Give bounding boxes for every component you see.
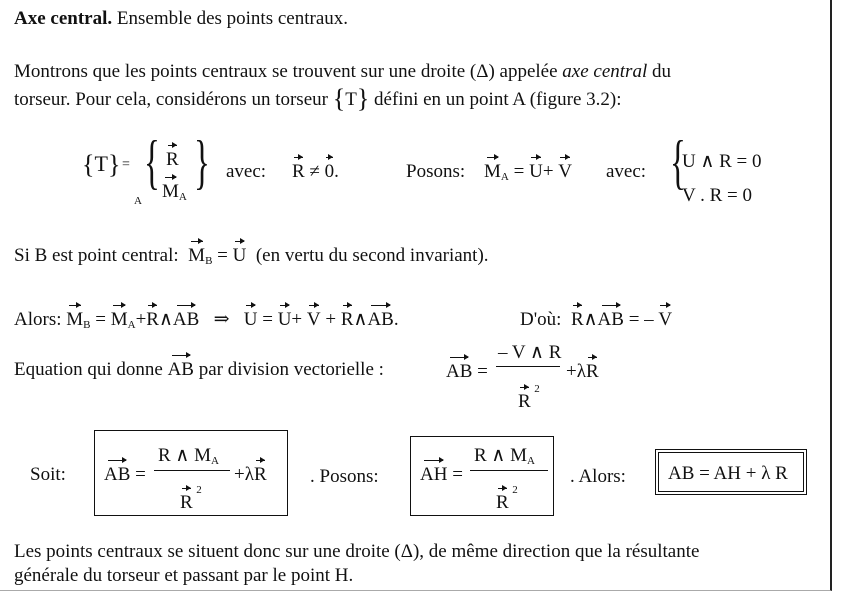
eq1-posons: Posons: bbox=[406, 161, 466, 182]
posons-eq: = bbox=[452, 464, 463, 485]
eq1-eq: = bbox=[122, 157, 130, 172]
division-text bbox=[14, 360, 384, 379]
division-R: R bbox=[585, 361, 599, 382]
dou-label: D'où: bbox=[520, 309, 562, 330]
alors-R2: R bbox=[340, 309, 354, 330]
posons-num-sub: A bbox=[526, 455, 535, 467]
eq1-R: R bbox=[166, 149, 179, 170]
alors-U1: U bbox=[243, 309, 258, 330]
eq1-M: M bbox=[162, 181, 179, 202]
central-text-a: Si B est point central: bbox=[14, 245, 179, 266]
intro-text-a: Montrons que les points centraux se trouvent sur une droite (Δ) appelée bbox=[14, 61, 558, 82]
eq1-MA-sub: A bbox=[500, 171, 509, 183]
soit-fraction-bar bbox=[154, 470, 230, 471]
intro-line-2: torseur. Pour cela, considérons un torseur {T} défini en un point A (figure 3.2): bbox=[14, 84, 622, 113]
eq1-M-sub: A bbox=[178, 191, 187, 203]
conclusion-line-2: générale du torseur et passant par le point H. bbox=[14, 565, 354, 586]
dou-line: D'où: R∧AB = – V bbox=[520, 309, 673, 330]
posons-square: 2 bbox=[512, 484, 518, 496]
soit-lambda: λ bbox=[244, 464, 254, 485]
alors-AB2: AB bbox=[367, 309, 394, 330]
dou-minus: – bbox=[644, 309, 654, 330]
intro-text-d: défini en un point A (figure 3.2): bbox=[374, 89, 622, 110]
eq1-T: T bbox=[94, 151, 108, 176]
alors-dot: . bbox=[393, 309, 399, 330]
alors-AB: AB bbox=[172, 309, 200, 330]
eq1-avec: avec: bbox=[226, 161, 267, 182]
alors-wedge: ∧ bbox=[158, 309, 173, 330]
dou-wedge: ∧ bbox=[583, 309, 598, 330]
soit-square: 2 bbox=[196, 484, 202, 496]
alors-implies: ⇒ bbox=[213, 309, 230, 330]
soit-num-sub: A bbox=[210, 455, 219, 467]
central-point-line bbox=[14, 246, 489, 267]
soit-numerator: R ∧ M bbox=[158, 445, 211, 466]
soit-plus: + bbox=[234, 464, 245, 485]
central-M-sub: B bbox=[205, 255, 213, 267]
posons-denominator: R bbox=[496, 492, 509, 513]
dou-V: V bbox=[658, 309, 673, 330]
soit-R: R bbox=[253, 464, 267, 485]
division-AB: AB bbox=[167, 359, 194, 380]
central-M: M bbox=[188, 245, 206, 266]
eq1-dot: . bbox=[334, 161, 339, 182]
conclusion-line-1: Les points centraux se situent donc sur une droite (Δ), de même direction que la résultante bbox=[14, 541, 700, 562]
soit-denominator: R bbox=[180, 492, 193, 513]
alors-MA: M bbox=[110, 309, 128, 330]
alors-V1: V bbox=[306, 309, 321, 330]
posons-AH: AH bbox=[420, 464, 448, 485]
eq1-MA: M bbox=[484, 161, 501, 182]
intro-text-c: torseur. Pour cela, considérons un torseur bbox=[14, 89, 328, 110]
central-text-b: (en vertu du second invariant). bbox=[255, 245, 489, 266]
alors-MB-sub: B bbox=[83, 319, 91, 331]
eq1-system-2: V . R = 0 bbox=[682, 185, 753, 206]
alors-MA-sub: A bbox=[127, 319, 136, 331]
intro-text-b: du bbox=[651, 61, 671, 82]
alors-U2: U bbox=[277, 309, 292, 330]
alors-MB: M bbox=[66, 309, 84, 330]
heading-bold: Axe central. bbox=[14, 8, 113, 29]
alors-plus: + bbox=[135, 309, 147, 330]
division-numerator: – V ∧ R bbox=[498, 342, 562, 363]
central-U: U bbox=[232, 245, 247, 266]
alors-eq: = bbox=[95, 309, 106, 330]
division-plus: + bbox=[566, 361, 577, 382]
eq1-V: V bbox=[558, 161, 573, 182]
alors-line: Alors: $M_B$ = $M_A+R\wedge AB$ ⇒ U = U+ V + R∧AB. bbox=[14, 309, 399, 331]
alors-R: R bbox=[146, 309, 159, 330]
torseur-T: T bbox=[345, 89, 357, 110]
section-heading bbox=[14, 9, 348, 28]
division-lambda: λ bbox=[576, 361, 586, 382]
division-denominator: R bbox=[518, 391, 531, 412]
soit-label: Soit: bbox=[30, 464, 66, 485]
alors-wedge2: ∧ bbox=[353, 309, 368, 330]
dou-R: R bbox=[570, 309, 584, 330]
eq1-U: U bbox=[529, 161, 543, 182]
eq1-cond-R: R bbox=[292, 161, 305, 182]
eq1-plus: + bbox=[542, 161, 554, 182]
division-text-b: par division vectorielle : bbox=[198, 359, 384, 380]
alors-label: Alors: bbox=[14, 309, 62, 330]
soit-eq: = bbox=[135, 464, 146, 485]
eq1-eq-sign: = bbox=[513, 161, 525, 182]
eq1-avec2: avec: bbox=[606, 161, 647, 182]
eq1-zero: 0 bbox=[324, 161, 335, 182]
dou-AB: AB bbox=[597, 309, 624, 330]
eq1-neq: ≠ bbox=[309, 161, 320, 182]
eq1-subA: A bbox=[134, 195, 142, 207]
posons-numerator: R ∧ M bbox=[474, 445, 527, 466]
eq1-system-1: U ∧ R = 0 bbox=[682, 151, 762, 172]
division-fraction-bar bbox=[496, 366, 560, 367]
heading-rest: Ensemble des points centraux. bbox=[116, 8, 348, 29]
soit-AB: AB bbox=[104, 464, 131, 485]
intro-line-1 bbox=[14, 62, 671, 81]
posons-fraction-bar bbox=[470, 470, 548, 471]
soit-alors: . Alors: bbox=[570, 466, 626, 487]
final-equation: AB = AH + λ R bbox=[668, 463, 788, 484]
division-eq: = bbox=[477, 361, 488, 382]
soit-posons: . Posons: bbox=[310, 466, 379, 487]
intro-italic: axe central bbox=[562, 61, 648, 82]
division-square: 2 bbox=[534, 383, 540, 395]
central-eq: = bbox=[217, 245, 228, 266]
division-text-a: Equation qui donne bbox=[14, 359, 163, 380]
division-AB2: AB bbox=[446, 361, 473, 382]
